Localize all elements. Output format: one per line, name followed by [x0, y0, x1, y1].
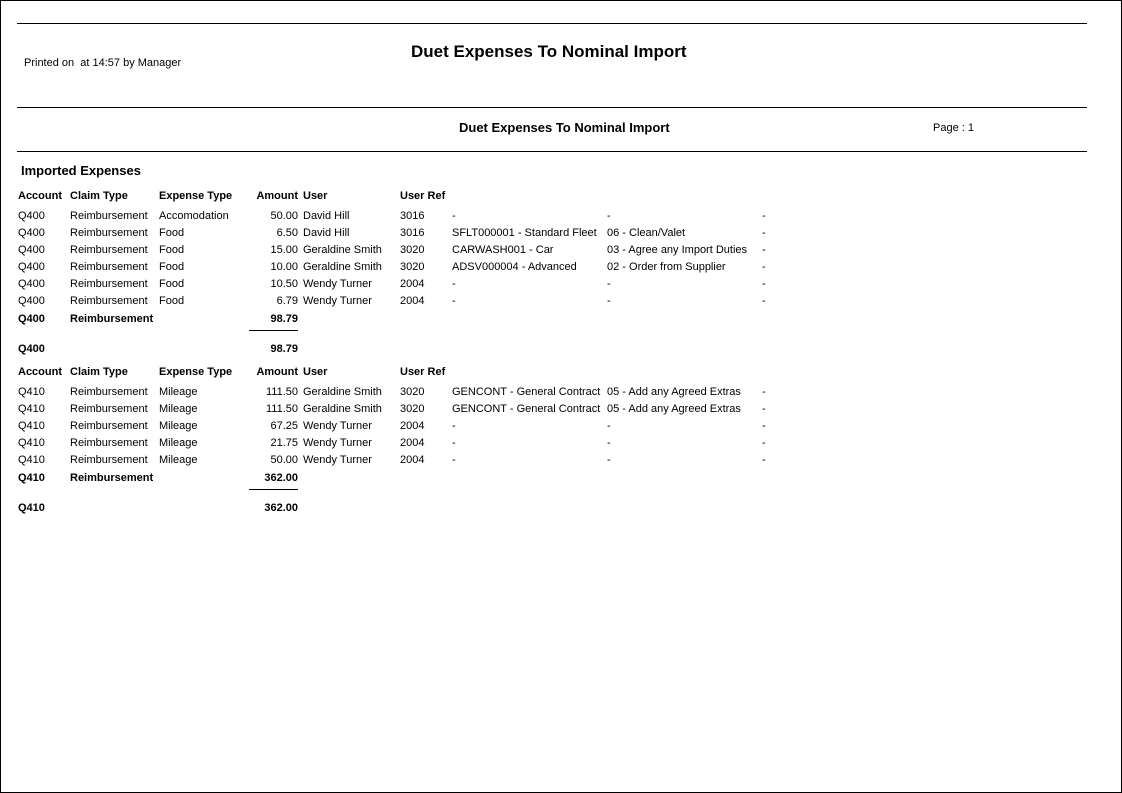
cell-reference-3: -	[762, 437, 766, 449]
cell-user-ref: 3016	[400, 227, 425, 239]
page-number: Page : 1	[933, 122, 974, 134]
cell-amount: 10.50	[270, 278, 298, 290]
cell-claim-type: Reimbursement	[70, 261, 148, 273]
cell-claim-type: Reimbursement	[70, 244, 148, 256]
subtotal-account: Q410	[18, 472, 45, 484]
cell-reference-2: 06 - Clean/Valet	[607, 227, 686, 239]
cell-reference-3: -	[762, 386, 766, 398]
cell-amount: 10.00	[270, 261, 298, 273]
cell-user: Geraldine Smith	[303, 244, 382, 256]
cell-expense-type: Food	[159, 227, 185, 239]
cell-claim-type: Reimbursement	[70, 386, 148, 398]
cell-user-ref: 3020	[400, 261, 425, 273]
col-header-expense-type: Expense Type	[159, 366, 233, 378]
col-header-user-ref: User Ref	[400, 190, 446, 202]
cell-user: David Hill	[303, 210, 350, 222]
cell-expense-type: Food	[159, 278, 185, 290]
cell-reference-3: -	[762, 295, 766, 307]
cell-reference-3: -	[762, 261, 766, 273]
cell-user: Geraldine Smith	[303, 386, 382, 398]
cell-claim-type: Reimbursement	[70, 295, 148, 307]
cell-user-ref: 3020	[400, 403, 425, 415]
section-title: Imported Expenses	[21, 163, 141, 178]
cell-reference-1: -	[452, 210, 456, 222]
cell-claim-type: Reimbursement	[70, 437, 148, 449]
cell-expense-type: Mileage	[159, 386, 198, 398]
col-header-amount: Amount	[256, 190, 298, 202]
cell-reference-3: -	[762, 244, 766, 256]
subtotal-claim-type: Reimbursement	[70, 472, 154, 484]
cell-reference-2: -	[607, 420, 611, 432]
cell-claim-type: Reimbursement	[70, 420, 148, 432]
cell-user: David Hill	[303, 227, 350, 239]
cell-user: Wendy Turner	[303, 295, 372, 307]
subtotal-underline	[249, 489, 298, 490]
cell-reference-2: -	[607, 454, 611, 466]
col-header-expense-type: Expense Type	[159, 190, 233, 202]
subtotal-underline	[249, 330, 298, 331]
col-header-claim-type: Claim Type	[70, 190, 128, 202]
cell-reference-1: GENCONT - General Contract	[452, 386, 601, 398]
cell-reference-2: -	[607, 210, 611, 222]
cell-claim-type: Reimbursement	[70, 403, 148, 415]
cell-user-ref: 2004	[400, 437, 425, 449]
cell-account: Q400	[18, 278, 45, 290]
cell-account: Q410	[18, 386, 45, 398]
cell-reference-2: 02 - Order from Supplier	[607, 261, 726, 273]
cell-reference-1: ADSV000004 - Advanced	[452, 261, 577, 273]
cell-claim-type: Reimbursement	[70, 227, 148, 239]
cell-account: Q400	[18, 210, 45, 222]
top-rule	[17, 23, 1087, 24]
cell-account: Q410	[18, 420, 45, 432]
cell-user-ref: 2004	[400, 278, 425, 290]
cell-amount: 21.75	[270, 437, 298, 449]
cell-account: Q410	[18, 403, 45, 415]
cell-reference-3: -	[762, 278, 766, 290]
printed-label: Printed on	[24, 57, 75, 69]
col-header-user-ref: User Ref	[400, 366, 446, 378]
cell-user: Wendy Turner	[303, 278, 372, 290]
col-header-amount: Amount	[256, 366, 298, 378]
cell-reference-1: -	[452, 420, 456, 432]
cell-user: Geraldine Smith	[303, 403, 382, 415]
cell-reference-2: 05 - Add any Agreed Extras	[607, 386, 741, 398]
cell-account: Q400	[18, 244, 45, 256]
cell-expense-type: Food	[159, 244, 185, 256]
cell-claim-type: Reimbursement	[70, 210, 148, 222]
page-title: Duet Expenses To Nominal Import	[459, 120, 670, 135]
cell-user-ref: 2004	[400, 420, 425, 432]
col-header-account: Account	[18, 190, 62, 202]
cell-amount: 50.00	[270, 454, 298, 466]
cell-expense-type: Mileage	[159, 437, 198, 449]
cell-expense-type: Accomodation	[159, 210, 229, 222]
cell-reference-2: 05 - Add any Agreed Extras	[607, 403, 741, 415]
report-title: Duet Expenses To Nominal Import	[411, 42, 687, 61]
cell-account: Q410	[18, 437, 45, 449]
cell-reference-2: -	[607, 437, 611, 449]
cell-reference-1: GENCONT - General Contract	[452, 403, 601, 415]
col-header-claim-type: Claim Type	[70, 366, 128, 378]
cell-amount: 67.25	[270, 420, 298, 432]
col-header-user: User	[303, 366, 328, 378]
cell-reference-3: -	[762, 227, 766, 239]
cell-account: Q400	[18, 227, 45, 239]
cell-reference-1: -	[452, 295, 456, 307]
cell-amount: 50.00	[270, 210, 298, 222]
cell-amount: 15.00	[270, 244, 298, 256]
cell-expense-type: Mileage	[159, 403, 198, 415]
cell-reference-2: -	[607, 295, 611, 307]
cell-reference-3: -	[762, 420, 766, 432]
cell-claim-type: Reimbursement	[70, 278, 148, 290]
cell-reference-1: -	[452, 278, 456, 290]
cell-account: Q400	[18, 261, 45, 273]
cell-expense-type: Mileage	[159, 420, 198, 432]
cell-amount: 111.50	[265, 386, 298, 398]
cell-account: Q410	[18, 454, 45, 466]
cell-amount: 6.50	[276, 227, 298, 239]
subtotal-account: Q400	[18, 313, 45, 325]
cell-account: Q400	[18, 295, 45, 307]
cell-reference-1: CARWASH001 - Car	[452, 244, 554, 256]
total-account: Q410	[18, 502, 45, 514]
col-header-account: Account	[18, 366, 62, 378]
subtotal-amount: 98.79	[270, 313, 298, 325]
cell-reference-3: -	[762, 210, 766, 222]
cell-reference-1: -	[452, 437, 456, 449]
total-account: Q400	[18, 343, 45, 355]
cell-user: Wendy Turner	[303, 454, 372, 466]
cell-reference-2: 03 - Agree any Import Duties	[607, 244, 748, 256]
cell-reference-1: -	[452, 454, 456, 466]
printed-time: at 14:57 by Manager	[80, 57, 182, 69]
subtotal-claim-type: Reimbursement	[70, 313, 154, 325]
printed-info	[24, 57, 181, 69]
cell-reference-3: -	[762, 403, 766, 415]
page-header-rule	[17, 151, 1087, 152]
cell-reference-2: -	[607, 278, 611, 290]
total-amount: 98.79	[270, 343, 298, 355]
cell-amount: 111.50	[265, 403, 298, 415]
cell-reference-3: -	[762, 454, 766, 466]
header-rule	[17, 107, 1087, 108]
cell-claim-type: Reimbursement	[70, 454, 148, 466]
cell-user-ref: 3020	[400, 386, 425, 398]
cell-user: Wendy Turner	[303, 420, 372, 432]
cell-reference-1: SFLT000001 - Standard Fleet	[452, 227, 597, 239]
total-amount: 362.00	[264, 502, 298, 514]
cell-user-ref: 3020	[400, 244, 425, 256]
cell-expense-type: Food	[159, 261, 185, 273]
subtotal-amount: 362.00	[264, 472, 298, 484]
cell-user-ref: 2004	[400, 295, 425, 307]
cell-user: Wendy Turner	[303, 437, 372, 449]
cell-expense-type: Mileage	[159, 454, 198, 466]
cell-user: Geraldine Smith	[303, 261, 382, 273]
cell-expense-type: Food	[159, 295, 185, 307]
cell-amount: 6.79	[276, 295, 298, 307]
col-header-user: User	[303, 190, 328, 202]
cell-user-ref: 2004	[400, 454, 425, 466]
cell-user-ref: 3016	[400, 210, 425, 222]
